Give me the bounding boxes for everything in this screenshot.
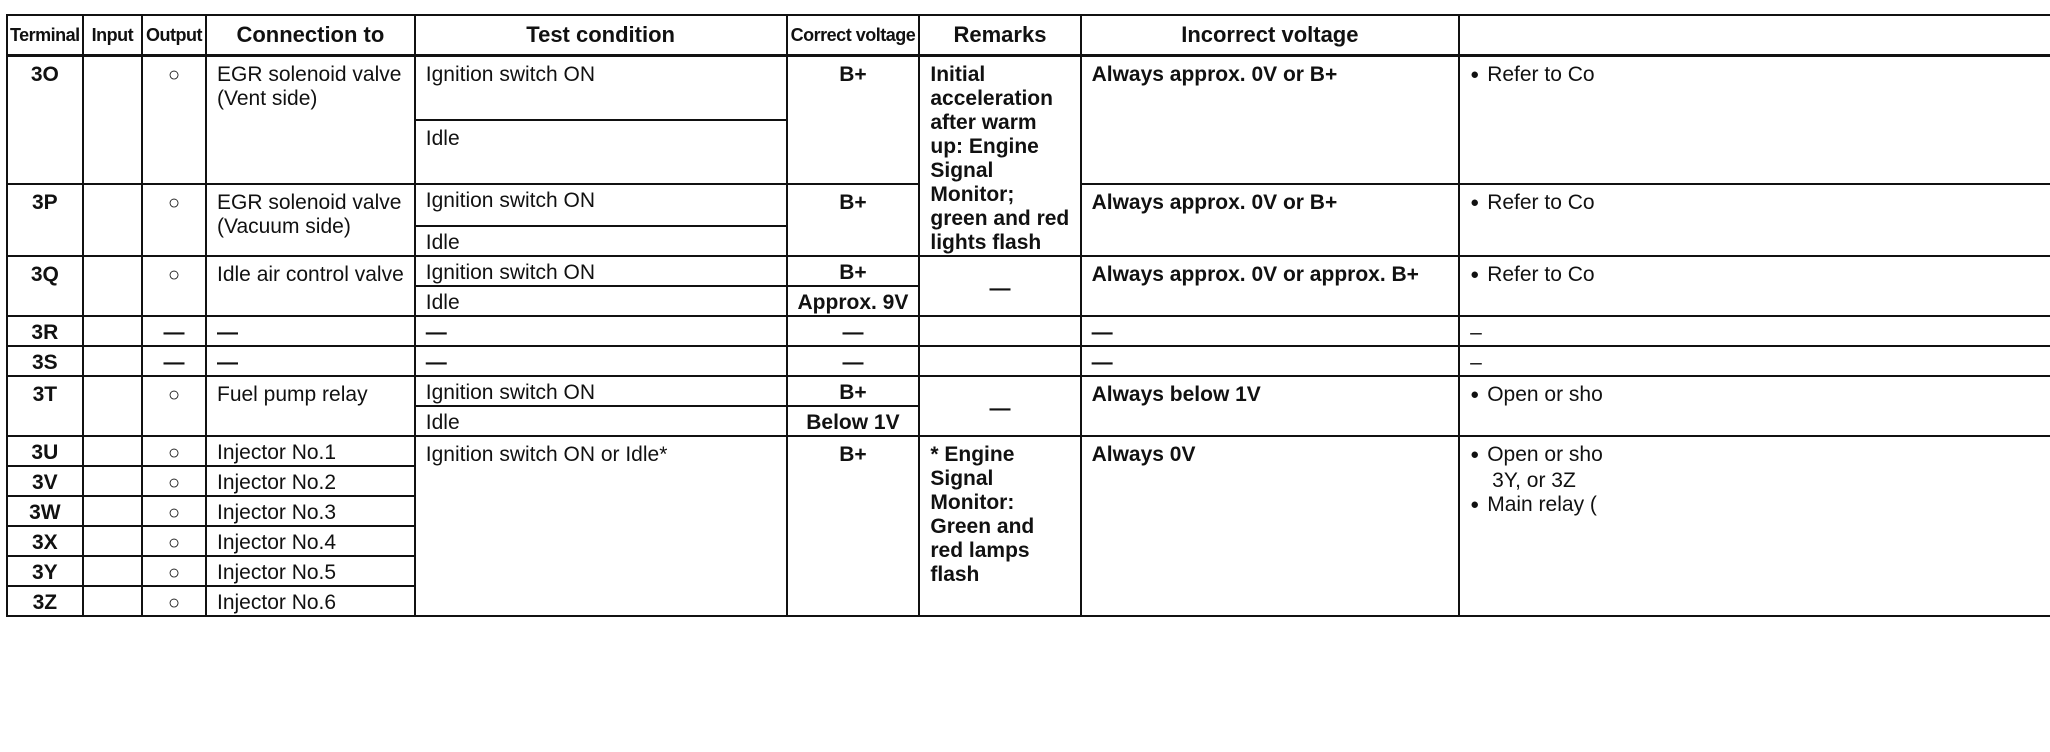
connection-cell: Injector No.6 [206, 586, 415, 616]
cause-cell [1459, 56, 2050, 185]
incorrect-voltage-cell: Always approx. 0V or B+ [1081, 56, 1460, 185]
terminal-cell: 3Y [7, 556, 83, 586]
header-input: Input [83, 15, 142, 56]
header-connection: Connection to [206, 15, 415, 56]
remarks-cell: — [919, 256, 1080, 316]
input-cell [83, 346, 142, 376]
cause-cell [1459, 376, 2050, 436]
header-correct-voltage: Correct voltage [787, 15, 920, 56]
input-cell [83, 526, 142, 556]
output-cell: — [142, 316, 206, 346]
voltage-cell: B+ [787, 436, 920, 616]
table-row [7, 436, 2050, 466]
cause-text: ● Refer to Co [1470, 191, 1594, 214]
condition-cell: Ignition switch ON [415, 184, 787, 226]
condition-cell: — [415, 316, 787, 346]
voltage-cell: Below 1V [787, 406, 920, 436]
cause-text-continued: 3Y, or 3Z [1492, 469, 1576, 492]
cause-cell: – [1459, 346, 2050, 376]
voltage-cell: Approx. 9V [787, 286, 920, 316]
terminal-cell: 3S [7, 346, 83, 376]
input-cell [83, 56, 142, 185]
header-output: Output [142, 15, 206, 56]
terminal-cell: 3O [7, 56, 83, 185]
input-cell [83, 316, 142, 346]
table-row [7, 316, 2050, 346]
output-cell: ○ [142, 376, 206, 436]
output-cell: ○ [142, 556, 206, 586]
input-cell [83, 466, 142, 496]
voltage-cell: B+ [787, 256, 920, 286]
terminal-cell: 3R [7, 316, 83, 346]
condition-cell: — [415, 346, 787, 376]
connection-cell: Injector No.5 [206, 556, 415, 586]
terminal-cell: 3Q [7, 256, 83, 316]
incorrect-voltage-cell: Always approx. 0V or B+ [1081, 184, 1460, 256]
input-cell [83, 376, 142, 436]
header-remarks: Remarks [919, 15, 1080, 56]
voltage-cell: B+ [787, 376, 920, 406]
terminal-cell: 3U [7, 436, 83, 466]
header-row [7, 15, 2050, 56]
cause-text: ● Main relay ( [1470, 493, 1597, 516]
voltage-cell: — [787, 346, 920, 376]
voltage-cell: B+ [787, 56, 920, 185]
terminal-cell: 3V [7, 466, 83, 496]
output-cell: ○ [142, 56, 206, 185]
cause-cell: – [1459, 316, 2050, 346]
output-cell: ○ [142, 526, 206, 556]
connection-cell: Injector No.3 [206, 496, 415, 526]
inspection-sheet [6, 14, 2050, 617]
incorrect-voltage-cell: Always approx. 0V or approx. B+ [1081, 256, 1460, 316]
cause-text: ● Open or sho [1470, 443, 1603, 466]
table-row [7, 376, 2050, 406]
header-incorrect-voltage: Incorrect voltage [1081, 15, 1460, 56]
condition-cell: Ignition switch ON [415, 256, 787, 286]
cause-cell [1459, 184, 2050, 256]
condition-cell: Idle [415, 406, 787, 436]
condition-cell: Ignition switch ON [415, 56, 787, 121]
condition-cell: Ignition switch ON or Idle* [415, 436, 787, 616]
incorrect-voltage-cell: — [1081, 346, 1460, 376]
terminal-cell: 3T [7, 376, 83, 436]
condition-cell: Ignition switch ON [415, 376, 787, 406]
connection-cell: — [206, 346, 415, 376]
remarks-cell [919, 346, 1080, 376]
header-test-condition: Test condition [415, 15, 787, 56]
voltage-cell: — [787, 316, 920, 346]
input-cell [83, 496, 142, 526]
cause-cell [1459, 436, 2050, 616]
input-cell [83, 184, 142, 256]
output-cell: ○ [142, 256, 206, 316]
table-row [7, 56, 2050, 121]
connection-cell: Injector No.4 [206, 526, 415, 556]
remarks-cell: * Engine Signal Monitor: Green and red lamps flash [919, 436, 1080, 616]
remarks-cell [919, 316, 1080, 346]
terminal-cell: 3X [7, 526, 83, 556]
condition-cell: Idle [415, 226, 787, 256]
output-cell: ○ [142, 496, 206, 526]
cause-text: ● Refer to Co [1470, 263, 1594, 286]
incorrect-voltage-cell: Always below 1V [1081, 376, 1460, 436]
cause-text: ● Refer to Co [1470, 63, 1594, 86]
input-cell [83, 556, 142, 586]
connection-cell: Injector No.1 [206, 436, 415, 466]
incorrect-voltage-cell: — [1081, 316, 1460, 346]
table-row [7, 346, 2050, 376]
connection-cell: Idle air control valve [206, 256, 415, 316]
connection-cell: Injector No.2 [206, 466, 415, 496]
header-terminal: Terminal [7, 15, 83, 56]
output-cell: ○ [142, 466, 206, 496]
terminal-cell: 3Z [7, 586, 83, 616]
terminal-cell: 3P [7, 184, 83, 256]
condition-cell: Idle [415, 120, 787, 184]
table-row [7, 256, 2050, 286]
header-possible-cause [1459, 15, 2050, 56]
output-cell: ○ [142, 184, 206, 256]
terminal-cell: 3W [7, 496, 83, 526]
remarks-cell: — [919, 376, 1080, 436]
condition-cell: Idle [415, 286, 787, 316]
connection-cell: EGR solenoid valve (Vent side) [206, 56, 415, 185]
connection-cell: — [206, 316, 415, 346]
output-cell: ○ [142, 436, 206, 466]
cause-text: ● Open or sho [1470, 383, 1603, 406]
connection-cell: Fuel pump relay [206, 376, 415, 436]
remarks-cell: Initial acceleration after warm up: Engine Signal Monitor; green and red lights flash [919, 56, 1080, 257]
output-cell: ○ [142, 586, 206, 616]
input-cell [83, 256, 142, 316]
incorrect-voltage-cell: Always 0V [1081, 436, 1460, 616]
connection-cell: EGR solenoid valve (Vacuum side) [206, 184, 415, 256]
voltage-cell: B+ [787, 184, 920, 256]
output-cell: — [142, 346, 206, 376]
terminal-voltage-table [6, 14, 2050, 617]
input-cell [83, 586, 142, 616]
cause-cell [1459, 256, 2050, 316]
input-cell [83, 436, 142, 466]
